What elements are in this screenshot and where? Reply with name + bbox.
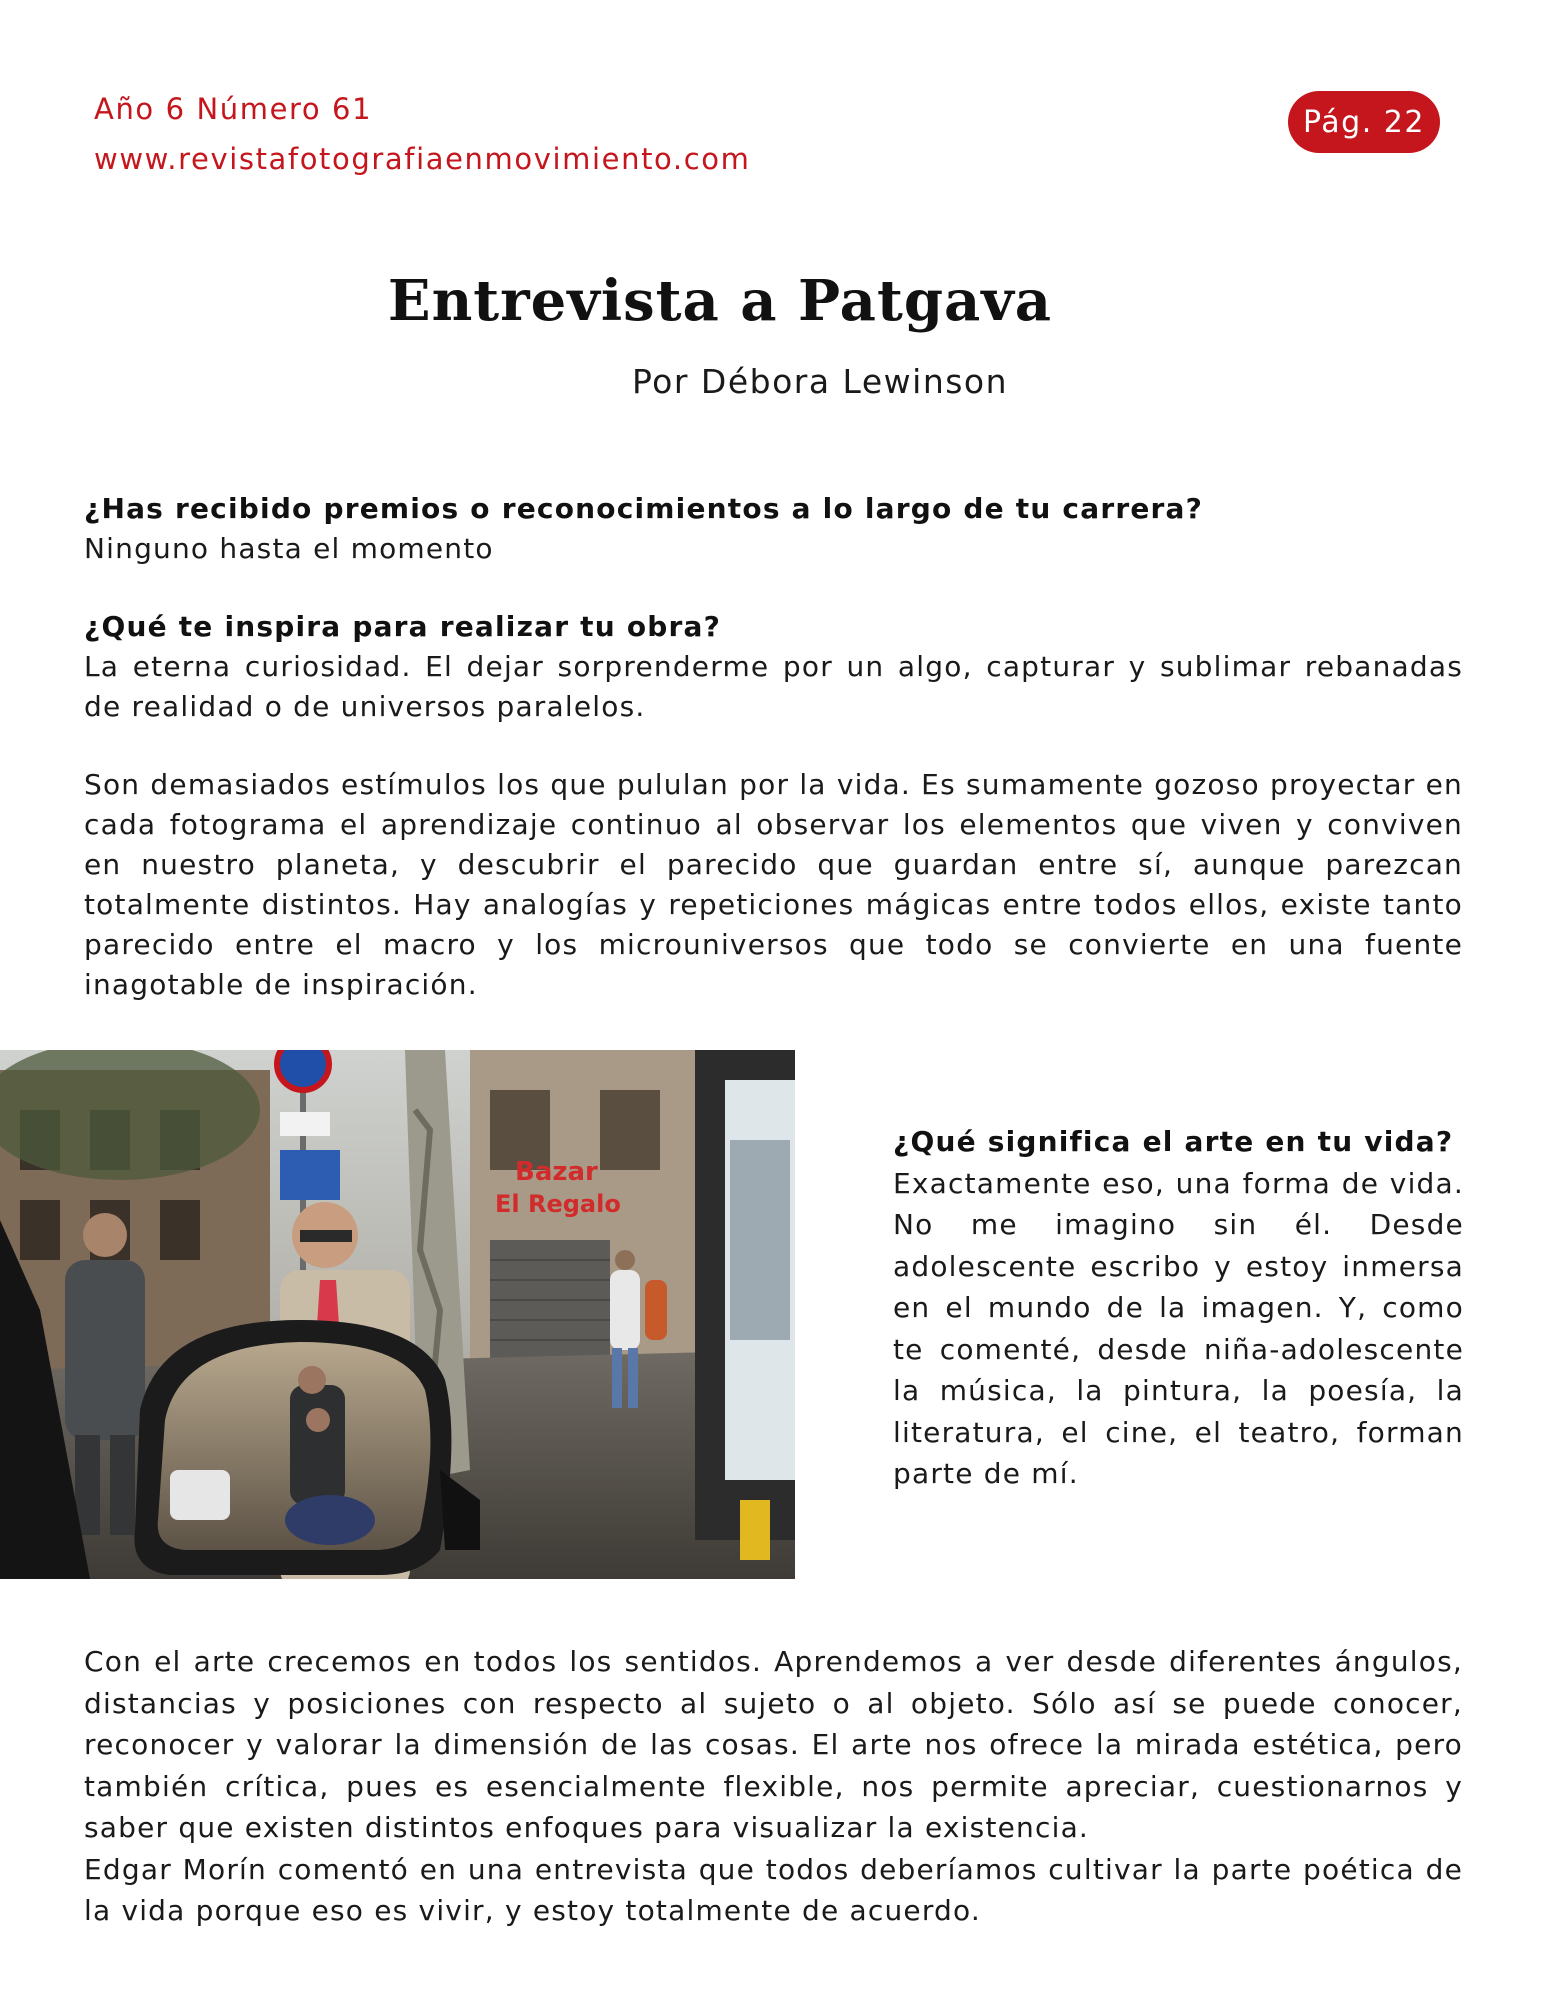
article-byline: Por Débora Lewinson (631, 362, 1009, 401)
page-number-label: Pág. 22 (1303, 104, 1425, 140)
qa-inspiration (84, 607, 1463, 727)
question-awards: ¿Has recibido premios o reconocimientos a lo largo de tu carrera? (84, 492, 1204, 525)
article-title: Entrevista a Patgava (387, 268, 1053, 334)
paragraph-stimuli: Son demasiados estímulos los que pululan por la vida. Es sumamente gozoso proyectar en cada fotograma el aprendizaje continuo al observar los elementos que viven y conviven en nuestro planeta, y descubrir el parecido que guardan entre sí, aunque parezcan totalmente distintos. Hay analogías y repeticiones mágicas entre todos ellos, existe tanto parecido entre el macro y los microuniversos que todo se convierte en una fuente inagotable de inspiración. (84, 768, 1463, 1001)
paragraph-edgar-morin: Edgar Morín comentó en una entrevista que todos deberíamos cultivar la parte poética de la vida porque eso es vivir, y estoy totalmente de acuerdo. (84, 1852, 1463, 1927)
paragraph-art-growth: Con el arte crecemos en todos los sentidos. Aprendemos a ver desde diferentes ángulos, distancias y posiciones con respecto al sujeto o al objeto. Sólo así se puede conocer, reconocer y valorar la dimensión de las cosas. El arte nos ofrece la mirada estética, pero también crítica, pues es esencialmente flexible, nos permite apreciar, cuestionarnos y saber que existen distintos enfoques para visualizar la existencia. (84, 1645, 1463, 1844)
shop-sign-bazar: Bazar (515, 1157, 598, 1187)
question-inspiration: ¿Qué te inspira para realizar tu obra? (84, 610, 722, 643)
shop-sign-regalo: El Regalo (495, 1190, 621, 1218)
answer-art-meaning: Exactamente eso, una forma de vida. No me imagino sin él. Desde adolescente escribo y estoy inmersa en el mundo de la imagen. Y, como te comenté, desde niña-adolescente la música, la pintura, la poesía, la literatura, el cine, el teatro, forman parte de mí. (893, 1166, 1464, 1490)
closing-paragraphs (84, 1641, 1463, 1932)
street-photo-illustration (0, 1050, 795, 1579)
street-photo (0, 1050, 795, 1579)
answer-awards: Ninguno hasta el momento (84, 532, 494, 565)
qa-art-meaning (893, 1121, 1464, 1495)
qa-awards (84, 489, 1463, 569)
website-url: www.revistafotografiaenmovimiento.com (94, 142, 751, 176)
page-number-badge (1288, 91, 1440, 153)
question-art-meaning: ¿Qué significa el arte en tu vida? (893, 1125, 1454, 1158)
issue-header (94, 84, 750, 184)
answer-inspiration: La eterna curiosidad. El dejar sorprenderme por un algo, capturar y sublimar rebanadas de realidad o de universos paralelos. (84, 650, 1463, 723)
issue-number: Año 6 Número 61 (94, 92, 373, 126)
